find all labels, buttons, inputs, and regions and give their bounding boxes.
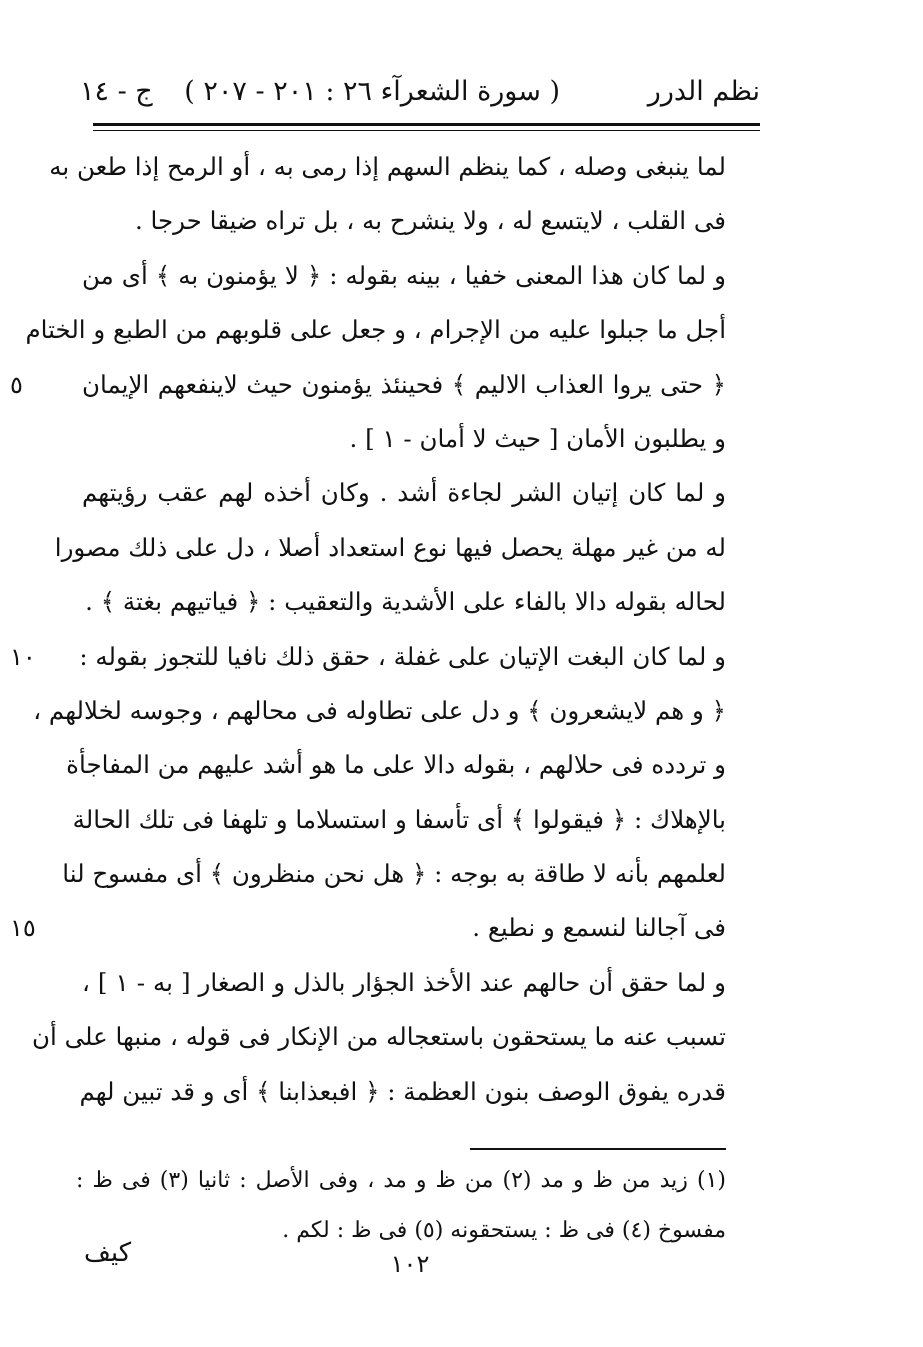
text-line-content: قدره يفوق الوصف بنون العظمة : ﴿ افبعذابنا ﴾ أى و قد تبين لهم <box>79 1076 726 1106</box>
text-line <box>82 466 726 520</box>
text-line-content: و لما حقق أن حالهم عند الأخذ الجؤار بالذل و الصغار [ به - ١ ] ، <box>82 967 727 997</box>
text-line-content: بالإهلاك : ﴿ فيقولوا ﴾ أى تأسفا و استسلاما و تلهفا فى تلك الحالة <box>72 804 726 834</box>
surah-reference: ( سورة الشعرآء ٢٦ : ٢٠١ - ٢٠٧ ) <box>184 76 560 107</box>
text-line-content: ﴿ حتى يروا العذاب الاليم ﴾ فحينئذ يؤمنون حيث لاينفعهم الإيمان <box>82 369 726 399</box>
text-line-content: لعلمهم بأنه لا طاقة به بوجه : ﴿ هل نحن منظرون ﴾ أى مفسوح لنا <box>62 859 726 889</box>
text-line <box>25 303 726 357</box>
page-number: ١٠٢ <box>390 1250 430 1278</box>
header-rule-thin <box>93 130 760 131</box>
text-line <box>82 412 726 466</box>
text-line-content: له من غير مهلة يحصل فيها نوع استعداد أصلا ، دل على ذلك مصورا <box>54 532 726 562</box>
text-line <box>10 901 726 955</box>
text-line <box>82 194 726 248</box>
running-header <box>80 70 760 120</box>
text-line-content: و يطلبون الأمان [ حيث لا أمان - ١ ] . <box>349 423 726 453</box>
text-line <box>82 249 726 303</box>
text-line <box>82 956 726 1010</box>
text-line <box>62 847 726 901</box>
text-line <box>72 793 726 847</box>
text-line-content: و لما كان البغت الإتيان على غفلة ، حقق ذلك نافيا للتجوز بقوله : <box>79 641 726 671</box>
text-line-content: و لما كان هذا المعنى خفيا ، بينه بقوله : ﴿ لا يؤمنون به ﴾ أى من <box>82 260 726 290</box>
text-line-content: لحاله بقوله دالا بالفاء على الأشدية والتعقيب : ﴿ فياتيهم بغتة ﴾ . <box>85 587 726 617</box>
text-line-content: و لما كان إتيان الشر لجاءة أشد . وكان أخذه لهم عقب رؤيتهم <box>82 478 726 508</box>
main-text <box>10 140 727 1119</box>
footnotes <box>76 1156 726 1256</box>
text-line <box>82 575 726 629</box>
line-number: ١٠ <box>10 642 36 671</box>
line-number: ١٥ <box>10 914 36 943</box>
text-line-content: ﴿ و هم لايشعرون ﴾ و دل على تطاوله فى محالهم ، وجوسه لخلالهم ، <box>33 695 726 725</box>
text-line-content: تسبب عنه ما يستحقون باستعجاله من الإنكار فى قوله ، منبها على أن <box>32 1022 726 1052</box>
text-line <box>32 1010 726 1064</box>
footnote-line: مفسوخ (٤) فى ظ : يستحقونه (٥) فى ظ : لكم . <box>282 1218 726 1243</box>
text-line <box>10 358 726 412</box>
text-line <box>79 1065 726 1119</box>
text-line-content: أجل ما جبلوا عليه من الإجرام ، و جعل على قلوبهم من الطبع و الختام <box>25 315 726 345</box>
header-rule-thick <box>93 123 760 126</box>
book-title: نظم الدرر <box>647 76 760 107</box>
text-line <box>33 684 726 738</box>
catchword: كيف <box>84 1238 132 1268</box>
part-number: ج - ١٤ <box>80 76 153 107</box>
footnote-line: (١) زيد من ظ و مد (٢) من ظ و مد ، وفى الأصل : ثانيا (٣) فى ظ : <box>76 1168 726 1193</box>
text-line <box>10 630 726 684</box>
text-line-content: و تردده فى حلالهم ، بقوله دالا على ما هو أشد عليهم من المفاجأة <box>66 750 726 780</box>
text-line-content: فى آجالنا لنسمع و نطيع . <box>472 913 726 943</box>
text-line-content: فى القلب ، لايتسع له ، ولا ينشرح به ، بل تراه ضيقا حرجا . <box>134 206 726 236</box>
line-number: ٥ <box>10 370 23 399</box>
text-line <box>54 521 726 575</box>
text-line <box>49 140 726 194</box>
text-line-content: لما ينبغى وصله ، كما ينظم السهم إذا رمى به ، أو الرمح إذا طعن به <box>49 152 726 181</box>
footnote-separator <box>470 1148 726 1150</box>
text-line <box>66 738 726 792</box>
